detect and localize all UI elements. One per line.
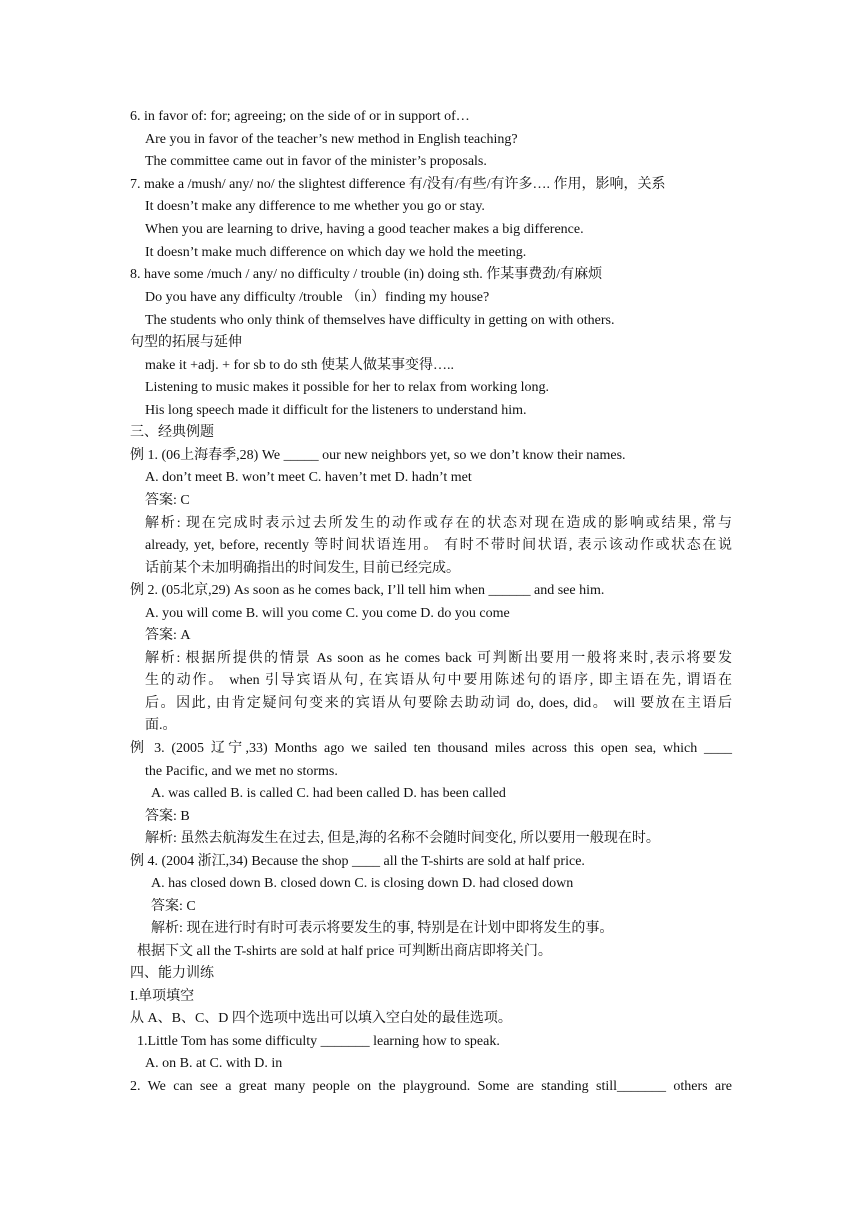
text-line: His long speech made it difficult for the listeners to understand him.: [145, 403, 527, 418]
text-line: It doesn’t make any difference to me whether you go or stay.: [145, 199, 485, 214]
answer-options: A. you will come B. will you come C. you come D. do you come: [145, 606, 510, 621]
explanation-line: 解析: 现在完成时表示过去所发生的动作或存在的状态对现在造成的影响或结果, 常与: [145, 516, 732, 531]
explanation-line: 后。因此, 由肯定疑问句变来的宾语从句要除去助动词 do, does, did。 will 要放在主语后: [145, 696, 732, 711]
example-question: 例 1. (06上海春季,28) We _____ our new neighbors yet, so we don’t know their names.: [130, 448, 626, 463]
answer-options: A. was called B. is called C. had been called D. has been called: [151, 786, 506, 801]
text-line: 7. make a /mush/ any/ no/ the slightest difference 有/没有/有些/有许多…. 作用，影响，关系: [130, 177, 666, 192]
explanation-line: 生的动作。 when 引导宾语从句, 在宾语从句中要用陈述句的语序, 即主语在先, 谓语在: [145, 673, 732, 688]
explanation-line: 面.。: [145, 718, 177, 733]
answer-key: 答案: A: [145, 628, 191, 643]
text-line: The students who only think of themselves have difficulty in getting on with others.: [145, 313, 615, 328]
text-line: make it +adj. + for sb to do sth 使某人做某事变得…..: [145, 358, 454, 373]
answer-options: A. on B. at C. with D. in: [145, 1056, 283, 1071]
exercise-question: 2. We can see a great many people on the playground. Some are standing still_______ others are: [130, 1079, 732, 1094]
instruction-line: 从 A、B、C、D 四个选项中选出可以填入空白处的最佳选项。: [130, 1011, 512, 1026]
answer-key: 答案: B: [145, 809, 190, 824]
text-line: Are you in favor of the teacher’s new method in English teaching?: [145, 132, 518, 147]
text-line: When you are learning to drive, having a good teacher makes a big difference.: [145, 222, 584, 237]
explanation-line: 根据下文 all the T-shirts are sold at half price 可判断出商店即将关门。: [137, 944, 552, 959]
explanation-line: 话前某个未加明确指出的时间发生, 目前已经完成。: [145, 561, 460, 576]
text-line: It doesn’t make much difference on which day we hold the meeting.: [145, 245, 527, 260]
text-line: 8. have some /much / any/ no difficulty / trouble (in) doing sth. 作某事费劲/有麻烦: [130, 267, 603, 282]
text-line: Listening to music makes it possible for her to relax from working long.: [145, 380, 549, 395]
answer-key: 答案: C: [151, 899, 196, 914]
example-question: 例 2. (05北京,29) As soon as he comes back, I’ll tell him when ______ and see him.: [130, 583, 605, 598]
example-question: 例 4. (2004 浙江,34) Because the shop ____ all the T-shirts are sold at half price.: [130, 854, 585, 869]
answer-options: A. has closed down B. closed down C. is closing down D. had closed down: [151, 876, 574, 891]
answer-options: A. don’t meet B. won’t meet C. haven’t met D. hadn’t met: [145, 470, 472, 485]
text-line: 6. in favor of: for; agreeing; on the side of or in support of…: [130, 109, 470, 124]
explanation-line: 解析: 根据所提供的情景 As soon as he comes back 可判断出要用一般将来时,表示将要发: [145, 651, 732, 666]
text-line: The committee came out in favor of the minister’s proposals.: [145, 154, 487, 169]
explanation-line: 解析: 现在进行时有时可表示将要发生的事, 特别是在计划中即将发生的事。: [151, 921, 614, 936]
section-heading: 句型的拓展与延伸: [130, 335, 242, 350]
answer-key: 答案: C: [145, 493, 190, 508]
explanation-line: 解析: 虽然去航海发生在过去, 但是,海的名称不会随时间变化, 所以要用一般现在时。: [145, 831, 660, 846]
section-heading: 四、能力训练: [130, 966, 214, 981]
example-question: 例 3. (2005 辽宁,33) Months ago we sailed ten thousand miles across this open sea, which ____: [130, 741, 732, 756]
exercise-question: 1.Little Tom has some difficulty _______ learning how to speak.: [137, 1034, 500, 1049]
text-line: Do you have any difficulty /trouble （in）finding my house?: [145, 290, 490, 305]
subsection-heading: I.单项填空: [130, 989, 195, 1004]
text-line: the Pacific, and we met no storms.: [145, 764, 338, 779]
section-heading: 三、经典例题: [130, 425, 214, 440]
explanation-line: already, yet, before, recently 等时间状语连用。 有时不带时间状语, 表示该动作或状态在说: [145, 538, 732, 553]
